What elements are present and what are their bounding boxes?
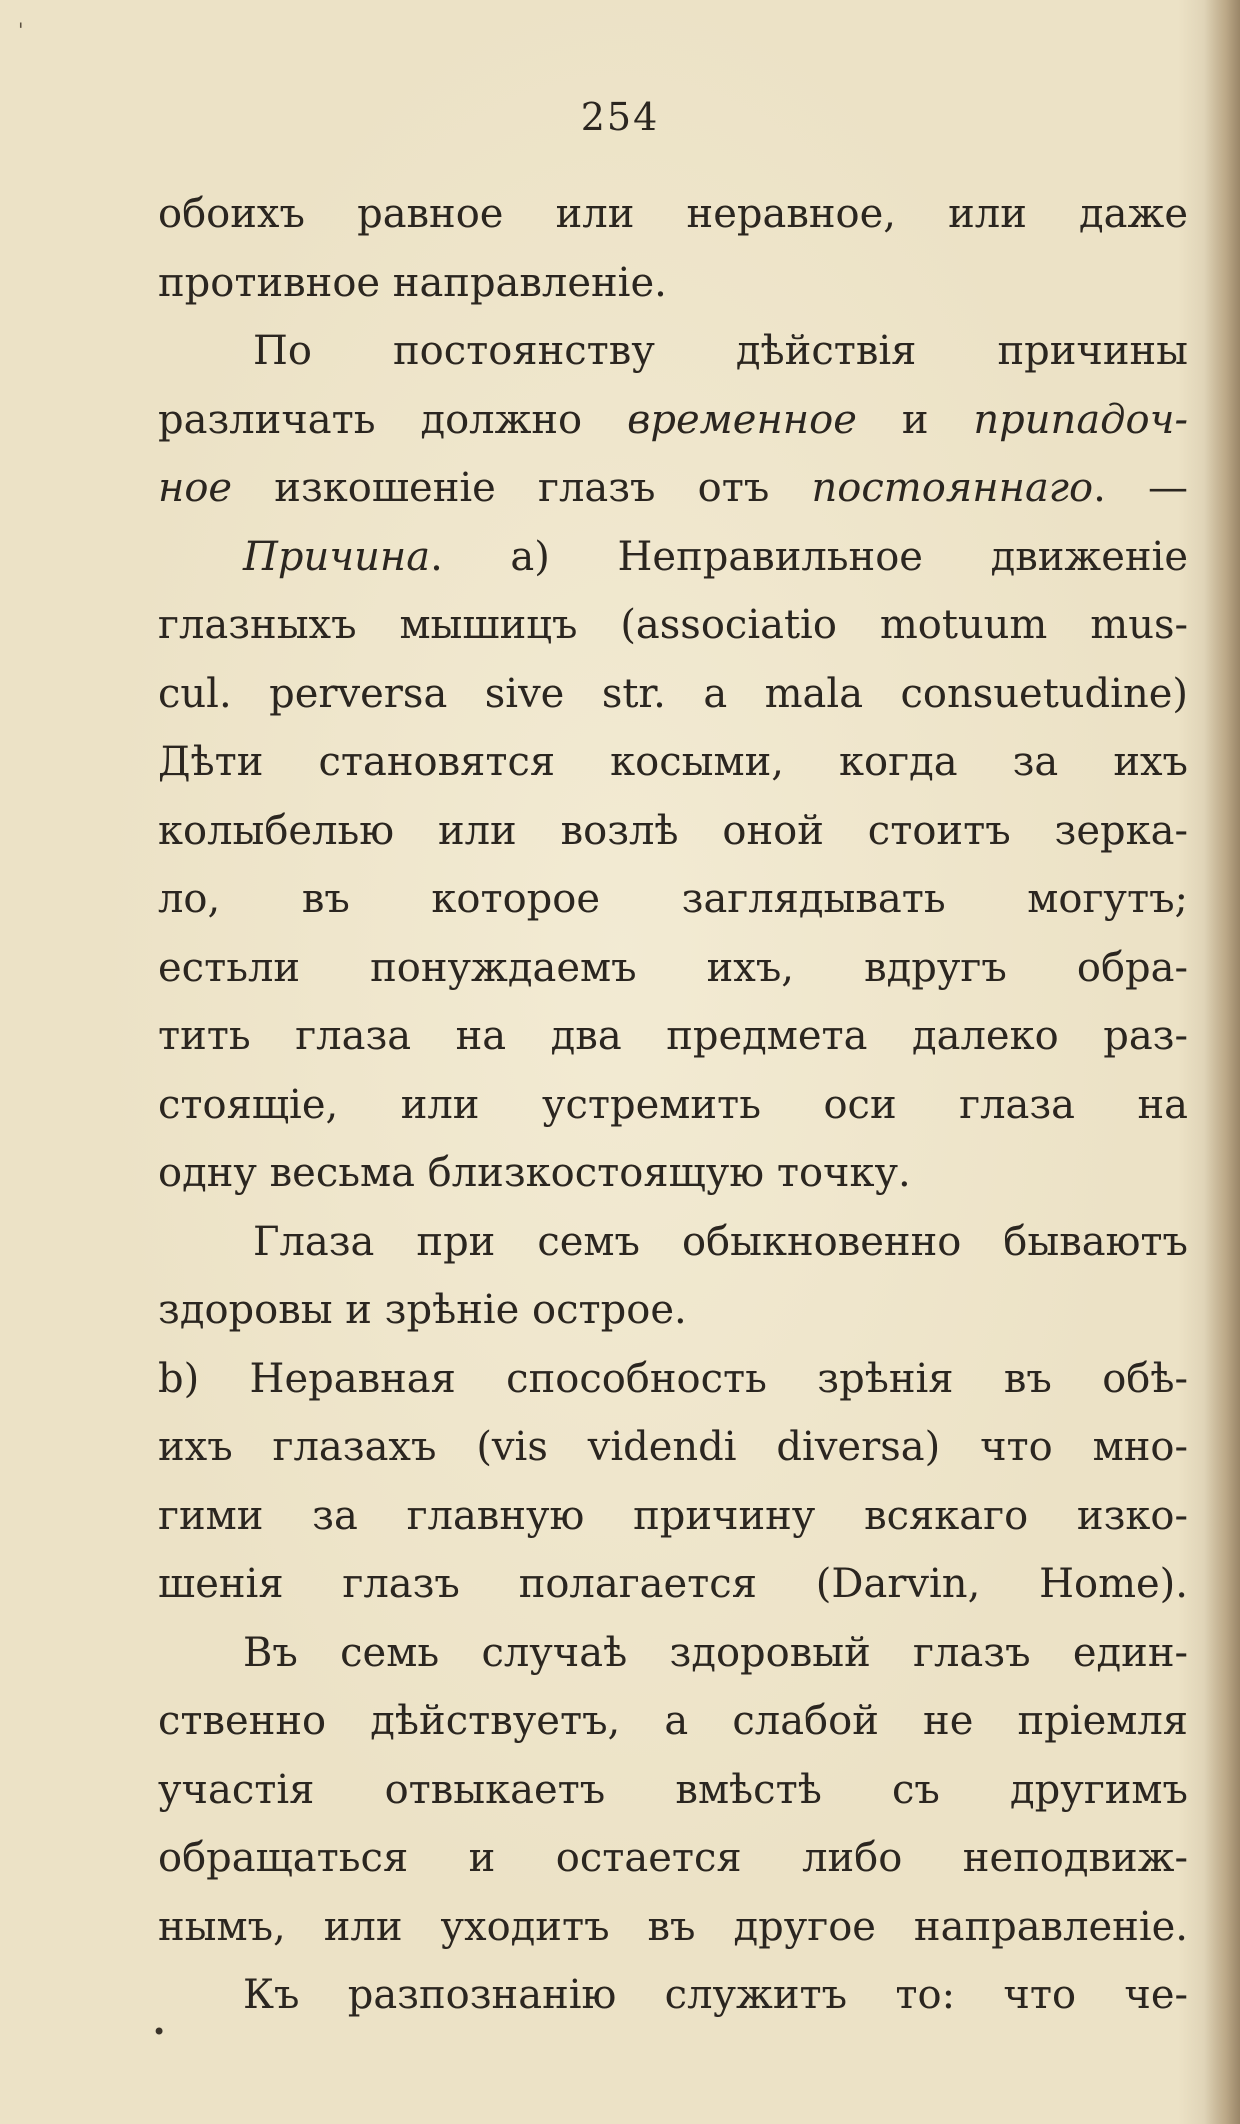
text-run: . —	[1093, 465, 1188, 511]
text-line	[158, 591, 1188, 660]
text-line	[158, 865, 1188, 934]
text-run: и	[856, 396, 974, 443]
text-line	[158, 1961, 1188, 2030]
text-run: колыбелью или возлѣ оной стоитъ зерка-	[158, 807, 1188, 854]
page-edge-shadow	[1204, 0, 1240, 2124]
text-run: ло, въ которое заглядывать могутъ;	[158, 876, 1188, 922]
text-line	[158, 523, 1188, 592]
text-run: обоихъ равное или неравное, или даже	[158, 191, 1188, 237]
text-line	[158, 1139, 1188, 1208]
text-line	[158, 1482, 1188, 1551]
corner-speck: '	[18, 18, 24, 42]
text-run: участія отвыкаетъ вмѣстѣ съ другимъ	[158, 1766, 1188, 1813]
italic-term: Причина	[243, 533, 431, 580]
text-line	[158, 1071, 1188, 1140]
italic-term: постояннаго	[811, 465, 1094, 511]
paragraph-marker: •	[152, 2018, 167, 2046]
body-text	[158, 180, 1188, 2030]
text-run: тить глаза на два предмета далеко раз-	[158, 1013, 1188, 1059]
text-run: шенія глазъ полагается (Darvin, Home).	[158, 1561, 1188, 1607]
text-run: Къ разпознанію служитъ то: что че-	[243, 1972, 1188, 2018]
text-line	[158, 1893, 1188, 1962]
italic-term: припадоч-	[973, 396, 1188, 443]
text-run: b) Неравная способность зрѣнія въ обѣ-	[158, 1355, 1188, 1402]
text-run: cul. perversa sive str. a mala consuetudine)	[158, 670, 1188, 717]
italic-term: временное	[627, 396, 857, 443]
text-line	[158, 1687, 1188, 1756]
text-run: . a) Неправильное движеніе	[430, 533, 1188, 580]
text-run: стоящіе, или устремить оси глаза на	[158, 1081, 1188, 1128]
text-run: глазныхъ мышицъ (associatio motuum mus-	[158, 602, 1188, 648]
text-line	[158, 454, 1188, 523]
text-run: нымъ, или уходитъ въ другое направленіе.	[158, 1903, 1188, 1950]
text-line	[158, 1756, 1188, 1825]
text-line	[158, 180, 1188, 249]
text-run: обращаться и остается либо неподвиж-	[158, 1835, 1188, 1881]
text-run: различать должно	[158, 396, 628, 443]
text-run: ственно дѣйствуетъ, а слабой не пріемля	[158, 1698, 1188, 1744]
text-run: Въ семь случаѣ здоровый глазъ един-	[243, 1629, 1188, 1676]
text-line	[158, 317, 1188, 386]
text-run: противное направленіе.	[158, 259, 667, 306]
text-line	[158, 1345, 1188, 1414]
text-line	[158, 660, 1188, 729]
text-line	[158, 1550, 1188, 1619]
text-run: Глаза при семъ обыкновенно бываютъ	[253, 1218, 1188, 1265]
text-line	[158, 1824, 1188, 1893]
text-line	[158, 249, 1188, 318]
text-line	[158, 1276, 1188, 1345]
text-line	[158, 728, 1188, 797]
text-run: По постоянству дѣйствія причины	[253, 328, 1188, 374]
text-run: естьли понуждаемъ ихъ, вдругъ обра-	[158, 944, 1188, 991]
text-line	[158, 1002, 1188, 1071]
text-line	[158, 1619, 1188, 1688]
page-number: 254	[580, 95, 660, 139]
text-run: одну весьма близкостоящую точку.	[158, 1150, 911, 1196]
text-line	[158, 1413, 1188, 1482]
text-run: ихъ глазахъ (vis videndi diversa) что мно-	[158, 1424, 1188, 1470]
text-line	[158, 386, 1188, 455]
text-line	[158, 934, 1188, 1003]
italic-term: ное	[158, 465, 233, 511]
text-run: здоровы и зрѣніе острое.	[158, 1287, 687, 1333]
text-run: изкошеніе глазъ отъ	[232, 465, 812, 511]
text-run: Дѣти становятся косыми, когда за ихъ	[158, 739, 1188, 785]
text-line	[158, 797, 1188, 866]
text-line	[158, 1208, 1188, 1277]
text-run: гими за главную причину всякаго изко-	[158, 1492, 1188, 1539]
